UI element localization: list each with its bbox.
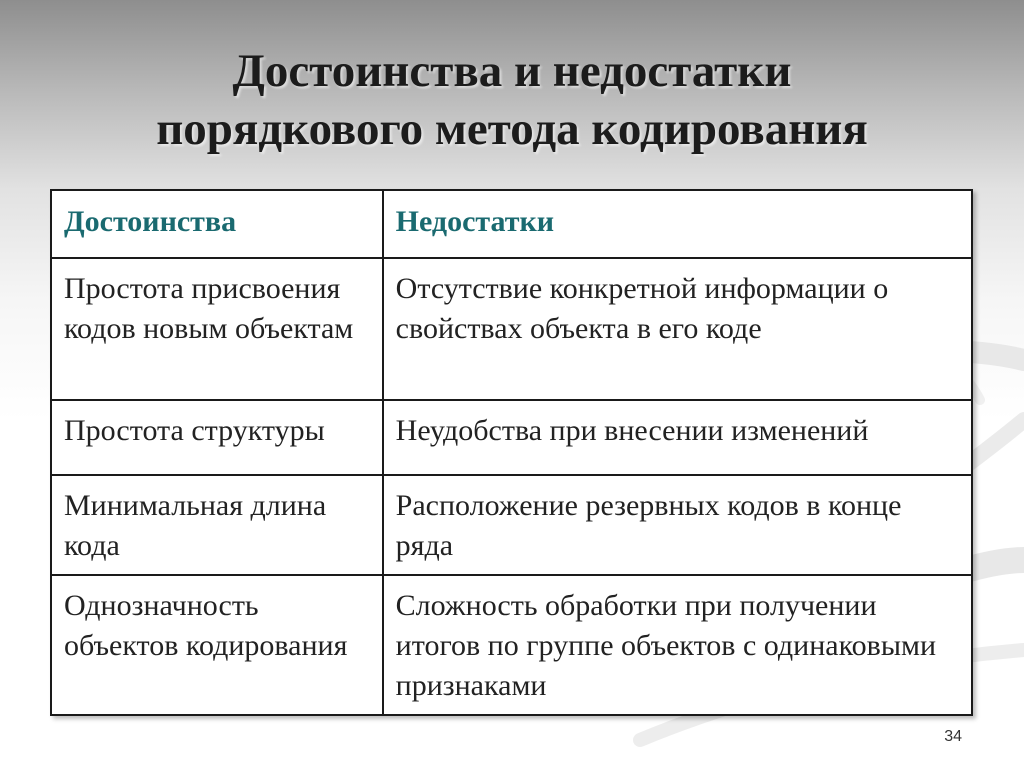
advantage-cell: Однозначность объектов кодирования: [51, 575, 383, 715]
advantage-cell: Минимальная длина кода: [51, 475, 383, 575]
table-header-row: [51, 190, 972, 258]
slide-title-line-2: порядкового метода кодирования: [156, 103, 868, 155]
header-advantages: Достоинства: [51, 190, 383, 258]
header-disadvantages: Недостатки: [383, 190, 972, 258]
table-row: [51, 475, 972, 575]
disadvantage-cell: Неудобства при внесении изменений: [383, 400, 972, 475]
table-row: [51, 400, 972, 475]
slide-title: [0, 42, 1024, 158]
slide-title-line-1: Достоинства и недостатки: [232, 45, 792, 97]
advantage-cell: Простота присвоения кодов новым объектам: [51, 258, 383, 400]
table-row: [51, 575, 972, 715]
disadvantage-cell: Отсутствие конкретной информации о свойствах объекта в его коде: [383, 258, 972, 400]
comparison-table: [50, 189, 973, 716]
disadvantage-cell: Сложность обработки при получении итогов по группе объектов с одинаковыми признаками: [383, 575, 972, 715]
advantage-cell: Простота структуры: [51, 400, 383, 475]
disadvantage-cell: Расположение резервных кодов в конце ряда: [383, 475, 972, 575]
table-row: [51, 258, 972, 400]
slide-number: 34: [944, 728, 962, 745]
